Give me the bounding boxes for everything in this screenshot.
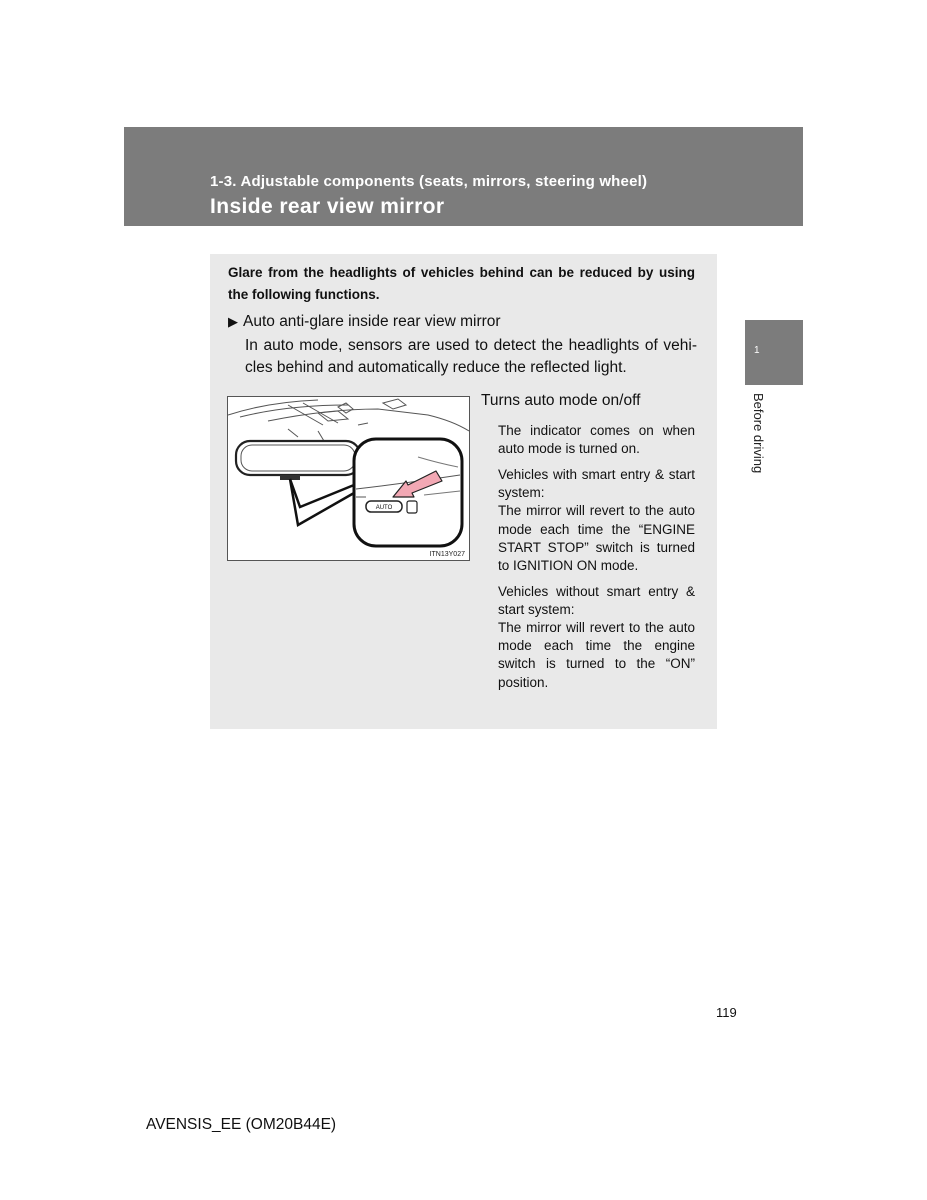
- document-footer: AVENSIS_EE (OM20B44E): [146, 1116, 337, 1133]
- auto-button-label: AUTO: [375, 505, 393, 511]
- note-smart-entry: [498, 466, 695, 575]
- feature-heading: [228, 313, 501, 331]
- content-panel: [210, 254, 717, 729]
- chapter-label: Before driving: [751, 393, 766, 474]
- note-line: Vehicles with smart entry & start system:: [498, 466, 695, 501]
- callout-title: Turns auto mode on/off: [481, 392, 641, 409]
- note-line: The mirror will revert to the auto mode each time the “ENGINE START STOP” switch is turned to IGNITION ON mode.: [498, 503, 695, 573]
- chapter-number: 1: [754, 345, 760, 356]
- callout-notes: [498, 422, 695, 699]
- figure-code: ITN13Y027: [429, 551, 465, 558]
- ceiling-lines-icon: [228, 399, 469, 441]
- note-without-smart-entry: [498, 583, 695, 692]
- triangle-bullet-icon: ▶: [228, 314, 238, 329]
- feature-title: Auto anti-glare inside rear view mirror: [243, 313, 501, 330]
- feature-description: In auto mode, sensors are used to detect the headlights of vehi-cles behind and automatically reduce the reflected light.: [245, 337, 697, 376]
- page-title: Inside rear view mirror: [210, 195, 445, 218]
- section-title: 1-3. Adjustable components (seats, mirrors, steering wheel): [210, 173, 648, 190]
- note-line: The mirror will revert to the auto mode each time the engine switch is turned to the “ON” position.: [498, 620, 695, 690]
- pointer-lines: [290, 479, 354, 525]
- chapter-tab[interactable]: [745, 320, 803, 385]
- note-line: The indicator comes on when auto mode is turned on.: [498, 423, 695, 457]
- note-line: Vehicles without smart entry & start system:: [498, 583, 695, 617]
- mirror-illustration: [227, 396, 470, 561]
- note-indicator: [498, 422, 695, 458]
- rear-view-mirror-icon: [236, 441, 360, 480]
- page-number: 119: [716, 1005, 737, 1020]
- section-header: [124, 127, 803, 226]
- intro-text: Glare from the headlights of vehicles behind can be reduced by using the following functions.: [228, 265, 695, 302]
